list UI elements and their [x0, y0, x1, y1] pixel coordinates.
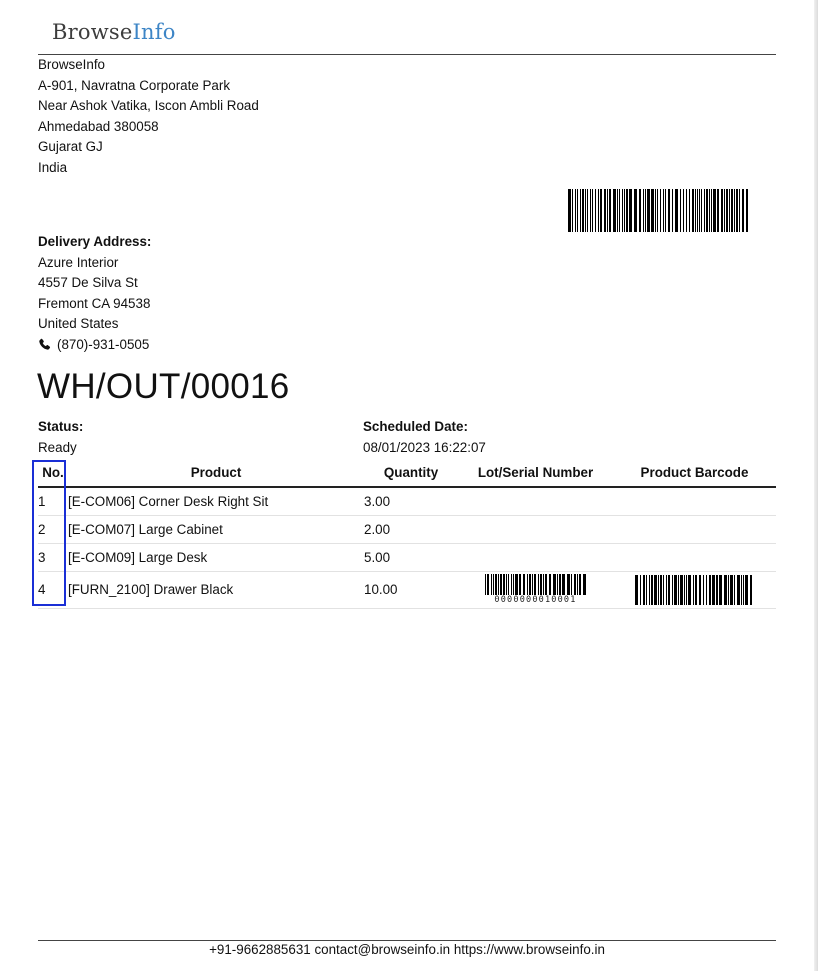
company-address-line: A-901, Navratna Corporate Park [38, 77, 231, 93]
barcode-bar [622, 189, 623, 232]
barcode-bar [686, 189, 687, 232]
barcode-bar [515, 574, 518, 595]
page-edge [814, 0, 818, 971]
barcode-bar [498, 574, 499, 595]
company-name: BrowseInfo [38, 57, 105, 72]
table-row [38, 487, 776, 515]
barcode-bar [493, 574, 494, 595]
barcode-bar [742, 189, 744, 232]
barcode-bar [688, 575, 691, 605]
barcode-bar [649, 575, 650, 605]
delivery-phone [38, 335, 151, 356]
barcode-bar [657, 189, 658, 232]
row-product: [FURN_2100] Drawer Black [68, 571, 364, 608]
barcode-bar [503, 574, 505, 595]
barcode-bar [695, 189, 696, 232]
barcode-bar [485, 574, 486, 595]
barcode-bar [647, 189, 650, 232]
barcode-bar [658, 575, 659, 605]
barcode-bar [666, 575, 667, 605]
barcode-bar [745, 575, 748, 605]
barcode-bar [655, 189, 656, 232]
barcode-bar [639, 189, 641, 232]
company-address-line: Gujarat GJ [38, 139, 103, 154]
delivery-address-line: United States [38, 316, 119, 331]
row-lot [458, 487, 613, 515]
barcode-bar [513, 574, 514, 595]
barcode-bar [577, 189, 578, 232]
move-lines-table [38, 460, 776, 609]
barcode-bar [743, 575, 744, 605]
barcode-bar [654, 575, 657, 605]
barcode-bar [668, 575, 670, 605]
barcode-bar [737, 575, 740, 605]
barcode-bar [686, 575, 687, 605]
barcode-bar [739, 189, 740, 232]
barcode-bar [629, 189, 632, 232]
barcode-bar [651, 575, 653, 605]
company-address-line: India [38, 159, 68, 175]
barcode-bar [553, 574, 556, 595]
barcode-bar [523, 574, 525, 595]
product-barcode [635, 575, 755, 605]
barcode-bar [582, 189, 584, 232]
scheduled-block [363, 416, 486, 458]
company-address-line: Ahmedabad 380058 [38, 118, 159, 134]
barcode-bar [692, 189, 694, 232]
barcode-bar [604, 189, 606, 232]
barcode-bar [729, 189, 730, 232]
scheduled-date-value: 08/01/2023 16:22:07 [363, 440, 486, 455]
column-header-lot: Lot/Serial Number [458, 460, 613, 487]
document-reference: WH/OUT/00016 [37, 367, 290, 406]
row-product: [E-COM09] Large Desk [68, 543, 364, 571]
barcode-bar [728, 575, 729, 605]
barcode-bar [719, 575, 722, 605]
barcode-bar [706, 189, 708, 232]
barcode-bar [663, 575, 664, 605]
barcode-bar [674, 575, 677, 605]
delivery-phone-number: (870)-931-0505 [57, 336, 150, 352]
row-number: 2 [38, 515, 68, 543]
barcode-bar [680, 575, 683, 605]
row-quantity: 10.00 [364, 571, 458, 608]
barcode-bar [699, 575, 701, 605]
barcode-bar [741, 575, 742, 605]
barcode-bar [598, 189, 599, 232]
barcode-bar [495, 574, 497, 595]
barcode-bar [651, 189, 654, 232]
barcode-bar [724, 189, 725, 232]
barcode-bar [592, 189, 593, 232]
barcode-bar [568, 189, 571, 232]
phone-icon [38, 338, 51, 351]
no-column-highlight [32, 460, 66, 606]
barcode-bar [699, 189, 700, 232]
barcode-bar [731, 189, 733, 232]
barcode-bar [693, 575, 694, 605]
table-row [38, 571, 776, 608]
barcode-bar [506, 574, 507, 595]
delivery-address-line: Fremont CA 94538 [38, 295, 151, 311]
row-number: 4 [38, 571, 68, 608]
barcode-bar [559, 574, 561, 595]
table-row [38, 515, 776, 543]
barcode-bar [634, 189, 637, 232]
barcode-bar [684, 575, 685, 605]
barcode-bar [487, 574, 489, 595]
barcode-bar [683, 189, 684, 232]
scheduled-date-label: Scheduled Date: [363, 419, 468, 434]
barcode-bar [706, 575, 707, 605]
row-lot [458, 543, 613, 571]
barcode-bar [613, 189, 616, 232]
column-header-quantity: Quantity [364, 460, 458, 487]
barcode-bar [609, 189, 611, 232]
barcode-bar [527, 574, 528, 595]
barcode-bar [726, 189, 728, 232]
barcode-bar [572, 189, 573, 232]
barcode-bar [734, 575, 735, 605]
barcode-bar [713, 189, 716, 232]
barcode-bar [538, 574, 539, 595]
row-quantity: 3.00 [364, 487, 458, 515]
footer-divider [38, 940, 776, 941]
barcode-bar [562, 574, 565, 595]
barcode-bar [721, 189, 723, 232]
barcode-bar [529, 574, 531, 595]
barcode-bar [675, 189, 678, 232]
table-header-row [38, 460, 776, 487]
barcode-bar [665, 189, 666, 232]
barcode-bar [624, 189, 625, 232]
footer-contact: +91-9662885631 contact@browseinfo.in https://www.browseinfo.in [209, 942, 605, 957]
row-quantity: 5.00 [364, 543, 458, 571]
barcode-bar [668, 189, 670, 232]
row-lot [458, 571, 613, 608]
status-block [38, 416, 83, 458]
barcode-bar [617, 189, 618, 232]
barcode-bar [701, 189, 702, 232]
column-header-no: No. [38, 460, 68, 487]
row-barcode [613, 571, 776, 608]
barcode-bar [672, 575, 673, 605]
barcode-bar [587, 189, 588, 232]
barcode-bar [709, 575, 711, 605]
barcode-bar [703, 575, 704, 605]
barcode-bar [711, 189, 712, 232]
barcode-bar [645, 189, 646, 232]
column-header-barcode: Product Barcode [613, 460, 776, 487]
barcode-bar [619, 189, 620, 232]
barcode-bar [508, 574, 509, 595]
barcode-bar [724, 575, 727, 605]
barcode-bar [704, 189, 705, 232]
barcode-bar [575, 189, 576, 232]
barcode-bar [532, 574, 533, 595]
barcode-bar [663, 189, 664, 232]
barcode-bar [580, 189, 581, 232]
status-value: Ready [38, 440, 77, 455]
barcode-bar [709, 189, 710, 232]
delivery-address-label: Delivery Address: [38, 234, 152, 249]
company-address-line: Near Ashok Vatika, Iscon Ambli Road [38, 98, 259, 113]
row-lot [458, 515, 613, 543]
barcode-bar [574, 574, 576, 595]
barcode-bar [646, 575, 647, 605]
barcode-bar [500, 574, 502, 595]
barcode-bar [660, 575, 662, 605]
barcode-bar [543, 574, 544, 595]
delivery-address-line: 4557 De Silva St [38, 275, 138, 290]
company-address [38, 55, 259, 178]
row-number: 3 [38, 543, 68, 571]
barcode-bar [577, 574, 578, 595]
barcode-bar [540, 574, 542, 595]
delivery-partner-name: Azure Interior [38, 254, 119, 270]
barcode-bar [717, 189, 719, 232]
barcode-bar [549, 574, 551, 595]
delivery-address [38, 232, 151, 355]
picking-barcode [568, 189, 748, 232]
barcode-bar [678, 575, 679, 605]
status-label: Status: [38, 419, 84, 434]
barcode-bar [660, 189, 661, 232]
barcode-bar [571, 574, 572, 595]
row-product: [E-COM06] Corner Desk Right Sit [68, 487, 364, 515]
row-product: [E-COM07] Large Cabinet [68, 515, 364, 543]
table-row [38, 543, 776, 571]
barcode-bar [590, 189, 591, 232]
lot-barcode [485, 574, 587, 595]
barcode-bar [643, 189, 644, 232]
barcode-bar [557, 574, 558, 595]
barcode-bar [534, 574, 536, 595]
barcode-bar [734, 189, 735, 232]
barcode-bar [750, 575, 752, 605]
row-barcode [613, 487, 776, 515]
barcode-bar [579, 574, 581, 595]
barcode-bar [697, 189, 698, 232]
barcode-bar [626, 189, 628, 232]
company-logo: BrowseInfo [52, 20, 176, 44]
barcode-bar [672, 189, 673, 232]
barcode-bar [567, 574, 570, 595]
row-barcode [613, 543, 776, 571]
row-quantity: 2.00 [364, 515, 458, 543]
barcode-bar [635, 575, 638, 605]
barcode-bar [689, 189, 690, 232]
barcode-bar [595, 189, 596, 232]
barcode-bar [607, 189, 608, 232]
barcode-bar [519, 574, 521, 595]
barcode-bar [643, 575, 645, 605]
barcode-bar [730, 575, 733, 605]
barcode-bar [736, 189, 738, 232]
lot-serial-number: 0000000010001 [494, 595, 577, 605]
barcode-bar [583, 574, 586, 595]
barcode-bar [695, 575, 697, 605]
column-header-product: Product [68, 460, 364, 487]
barcode-bar [716, 575, 718, 605]
barcode-bar [545, 574, 547, 595]
barcode-bar [491, 574, 492, 595]
row-barcode [613, 515, 776, 543]
barcode-bar [680, 189, 681, 232]
barcode-bar [600, 189, 602, 232]
barcode-bar [511, 574, 512, 595]
barcode-bar [640, 575, 641, 605]
row-number: 1 [38, 487, 68, 515]
barcode-bar [746, 189, 748, 232]
barcode-bar [712, 575, 715, 605]
barcode-bar [585, 189, 586, 232]
